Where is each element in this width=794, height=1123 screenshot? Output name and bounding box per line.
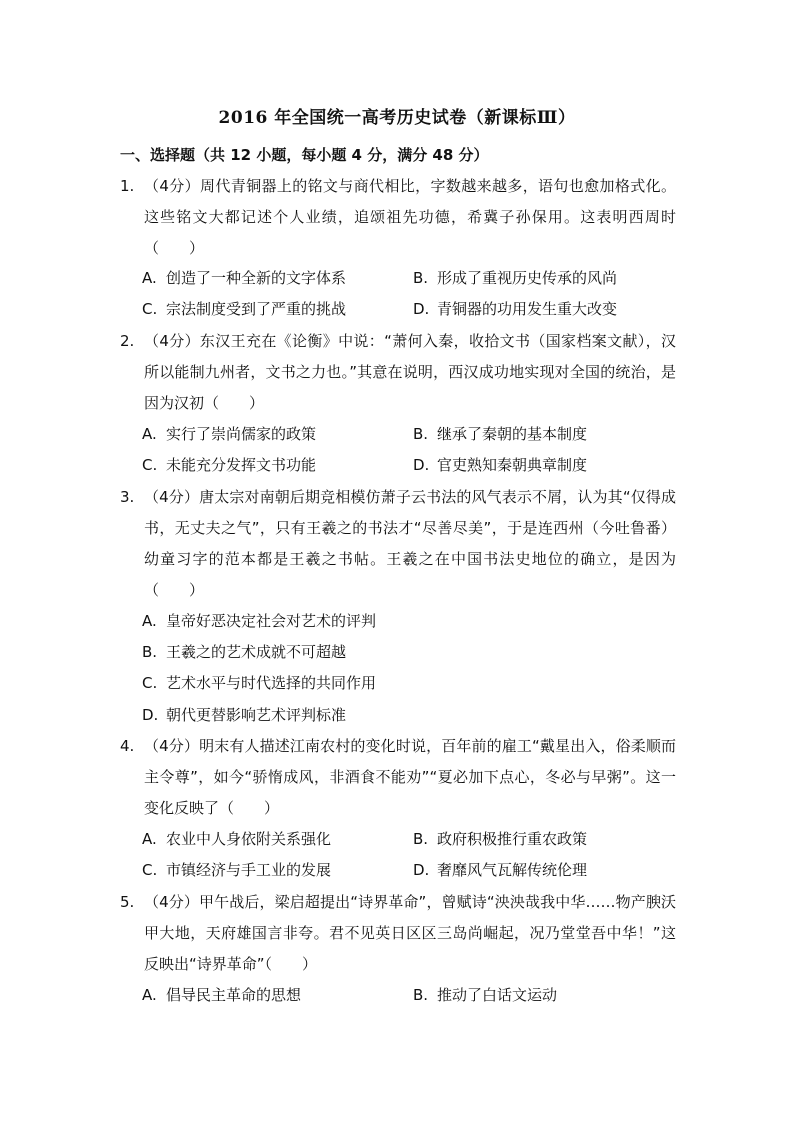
option-text: 形成了重视历史传承的风尚 (437, 269, 618, 287)
option-row (142, 700, 702, 731)
option-letter: D. (413, 861, 430, 879)
question-1 (120, 171, 676, 264)
option-text: 农业中人身依附关系强化 (166, 830, 332, 848)
option-row (142, 294, 702, 325)
question-3 (120, 482, 676, 606)
question-number: 1. (120, 177, 135, 195)
option-c[interactable] (142, 668, 376, 699)
exam-title: 2016 年全国统一高考历史试卷（新课标Ⅲ） (218, 108, 576, 128)
option-d[interactable] (142, 700, 346, 731)
option-letter: D. (413, 456, 430, 474)
option-letter: C. (142, 861, 158, 879)
question-stem: （4分）明末有人描述江南农村的变化时说，百年前的雇工“戴星出入，俗柔顺而主令尊”，如今“骄惰成风，非酒食不能劝”“夏必加下点心，冬必与早粥”。这一变化反映了（ ） (144, 737, 676, 817)
option-row (142, 980, 702, 1011)
option-letter: B. (413, 425, 429, 443)
option-text: 政府积极推行重农政策 (437, 830, 588, 848)
question-number: 2. (120, 332, 135, 350)
option-text: 王羲之的艺术成就不可超越 (166, 643, 347, 661)
option-text: 创造了一种全新的文字体系 (166, 269, 347, 287)
section-heading: 一、选择题（共 12 小题，每小题 4 分，满分 48 分） (120, 146, 489, 164)
option-b[interactable] (413, 419, 587, 450)
option-text: 皇帝好恶决定社会对艺术的评判 (166, 612, 377, 630)
option-row (142, 606, 702, 637)
option-letter: D. (413, 300, 430, 318)
question-stem: （4分）周代青铜器上的铭文与商代相比，字数越来越多，语句也愈加格式化。这些铭文大都记述个人业绩，追颂祖先功德，希冀子孙保用。这表明西周时（ ） (144, 177, 676, 257)
option-b[interactable] (413, 824, 587, 855)
option-row (142, 824, 702, 855)
option-d[interactable] (413, 294, 617, 325)
option-text: 青铜器的功用发生重大改变 (437, 300, 618, 318)
question-2 (120, 326, 676, 419)
option-c[interactable] (142, 855, 331, 886)
option-text: 宗法制度受到了严重的挑战 (166, 300, 347, 318)
option-row (142, 855, 702, 886)
option-c[interactable] (142, 294, 346, 325)
option-letter: A. (142, 425, 157, 443)
option-a[interactable] (142, 606, 376, 637)
option-d[interactable] (413, 450, 587, 481)
option-letter: C. (142, 674, 158, 692)
option-text: 倡导民主革命的思想 (166, 986, 302, 1004)
option-text: 朝代更替影响艺术评判标准 (166, 706, 347, 724)
option-row (142, 668, 702, 699)
question-number: 3. (120, 488, 135, 506)
option-a[interactable] (142, 419, 316, 450)
option-letter: A. (142, 612, 157, 630)
question-stem: （4分）甲午战后，梁启超提出“诗界革命”，曾赋诗“泱泱哉我中华……物产腴沃甲大地，天府雄国言非夸。君不见英日区区三岛尚崛起，况乃堂堂吾中华！”这反映出“诗界革命”（ ） (144, 893, 676, 973)
option-letter: D. (142, 706, 159, 724)
option-row (142, 263, 702, 294)
option-b[interactable] (142, 637, 346, 668)
option-d[interactable] (413, 855, 587, 886)
option-b[interactable] (413, 263, 617, 294)
option-text: 未能充分发挥文书功能 (166, 456, 317, 474)
option-letter: B. (413, 986, 429, 1004)
question-number: 4. (120, 737, 135, 755)
question-stem: （4分）唐太宗对南朝后期竞相模仿萧子云书法的风气表示不屑，认为其“仅得成书，无丈夫之气”，只有王羲之的书法才“尽善尽美”，于是连西州（今吐鲁番）幼童习字的范本都是王羲之书帖。王羲之在中国书法史地位的确立，是因为（ ） (144, 488, 676, 599)
question-5 (120, 887, 676, 980)
option-b[interactable] (413, 980, 557, 1011)
option-text: 推动了白话文运动 (437, 986, 558, 1004)
option-text: 继承了秦朝的基本制度 (437, 425, 588, 443)
option-letter: B. (413, 269, 429, 287)
question-stem: （4分）东汉王充在《论衡》中说：“萧何入秦，收拾文书（国家档案文献），汉所以能制九州者，文书之力也。”其意在说明，西汉成功地实现对全国的统治，是因为汉初（ ） (144, 332, 676, 412)
option-text: 实行了崇尚儒家的政策 (166, 425, 317, 443)
option-row (142, 419, 702, 450)
option-letter: C. (142, 300, 158, 318)
option-text: 市镇经济与手工业的发展 (166, 861, 332, 879)
option-letter: A. (142, 986, 157, 1004)
question-4 (120, 731, 676, 824)
option-letter: C. (142, 456, 158, 474)
option-a[interactable] (142, 824, 331, 855)
option-letter: A. (142, 830, 157, 848)
question-number: 5. (120, 893, 135, 911)
option-row (142, 637, 702, 668)
option-text: 官吏熟知秦朝典章制度 (437, 456, 588, 474)
option-a[interactable] (142, 980, 301, 1011)
option-text: 艺术水平与时代选择的共同作用 (166, 674, 377, 692)
option-letter: B. (142, 643, 158, 661)
option-letter: A. (142, 269, 157, 287)
option-a[interactable] (142, 263, 346, 294)
option-c[interactable] (142, 450, 316, 481)
option-letter: B. (413, 830, 429, 848)
option-text: 奢靡风气瓦解传统伦理 (437, 861, 588, 879)
option-row (142, 450, 702, 481)
